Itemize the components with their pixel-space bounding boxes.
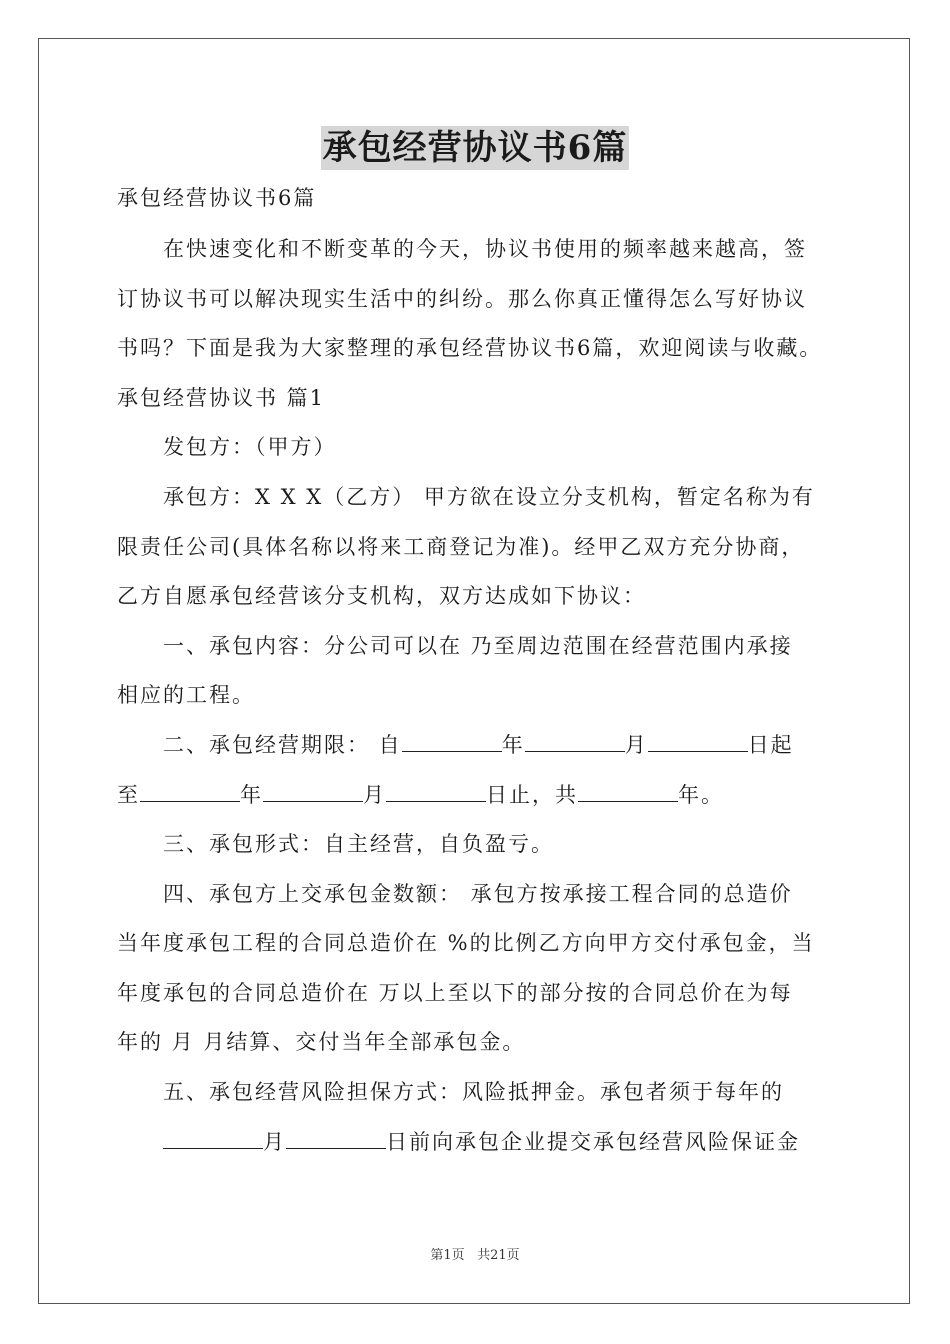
document-subtitle: 承包经营协议书6篇	[117, 186, 317, 210]
blank-total-years	[578, 781, 678, 802]
document-title: 承包经营协议书6篇	[322, 128, 628, 168]
blank-deposit-month	[163, 1128, 263, 1149]
clause-2-line-1	[117, 720, 837, 770]
clause-2-end-year-label: 年	[240, 783, 263, 807]
clause-2-years-end: 年。	[678, 783, 724, 807]
clause-4-line-3: 年度承包的合同总造价在 万以上至以下的部分按的合同总价在为每	[117, 981, 793, 1005]
clause-5-rest: 日前向承包企业提交承包经营风险保证金	[386, 1130, 800, 1154]
clause-2-month-label: 月	[624, 733, 648, 757]
clause-2-day-end: 日止，共	[486, 783, 578, 807]
intro-line-3: 书吗？下面是我为大家整理的承包经营协议书6篇，欢迎阅读与收藏。	[117, 336, 823, 360]
blank-start-year	[402, 731, 502, 752]
clause-2-lead: 二、承包经营期限： 自	[163, 733, 402, 757]
clause-2-to: 至	[117, 783, 140, 807]
title-wrapper	[0, 126, 950, 170]
clause-5-line-1: 五、承包经营风险担保方式：风险抵押金。承包者须于每年的	[163, 1080, 784, 1104]
blank-end-month	[263, 781, 363, 802]
clause-2-day-start: 日起	[747, 733, 794, 757]
clause-2-year-label: 年	[501, 733, 525, 757]
clause-1-line-1: 一、承包内容：分公司可以在 乃至周边范围在经营范围内承接	[163, 634, 793, 658]
party-b-line-3: 乙方自愿承包经营该分支机构，双方达成如下协议：	[117, 584, 646, 608]
clause-2-end-month-label: 月	[363, 783, 386, 807]
blank-deposit-day	[286, 1128, 386, 1149]
page-number: 第1页	[430, 1248, 465, 1263]
intro-line-1: 在快速变化和不断变革的今天，协议书使用的频率越来越高，签	[163, 237, 807, 261]
clause-1-line-2: 相应的工程。	[117, 683, 255, 707]
clause-5-month-label: 月	[263, 1130, 286, 1154]
clause-2-line-2	[117, 770, 837, 820]
clause-4-line-1: 四、承包方上交承包金数额： 承包方按承接工程合同的总造价	[163, 882, 793, 906]
blank-end-day	[386, 781, 486, 802]
party-a-line: 发包方：（甲方）	[163, 435, 337, 459]
party-b-line-1: 承包方：X X X（乙方） 甲方欲在设立分支机构，暂定名称为有	[163, 485, 815, 509]
blank-end-year	[140, 781, 240, 802]
clause-4-line-4: 年的 月 月结算、交付当年全部承包金。	[117, 1030, 526, 1054]
party-b-line-2: 限责任公司(具体名称以将来工商登记为准)。经甲乙双方充分协商，	[117, 535, 805, 559]
blank-start-day	[648, 731, 748, 752]
intro-line-2: 订协议书可以解决现实生活中的纠纷。那么你真正懂得怎么写好协议	[117, 287, 807, 311]
blank-start-month	[525, 731, 625, 752]
page-footer	[0, 1244, 950, 1263]
clause-5-line-2	[117, 1117, 883, 1167]
page-total: 共21页	[477, 1248, 520, 1263]
section-heading: 承包经营协议书 篇1	[117, 386, 326, 410]
clause-4-line-2: 当年度承包工程的合同总造价在 %的比例乙方向甲方交付承包金，当	[117, 931, 815, 955]
clause-3-line: 三、承包形式：自主经营，自负盈亏。	[163, 832, 554, 856]
